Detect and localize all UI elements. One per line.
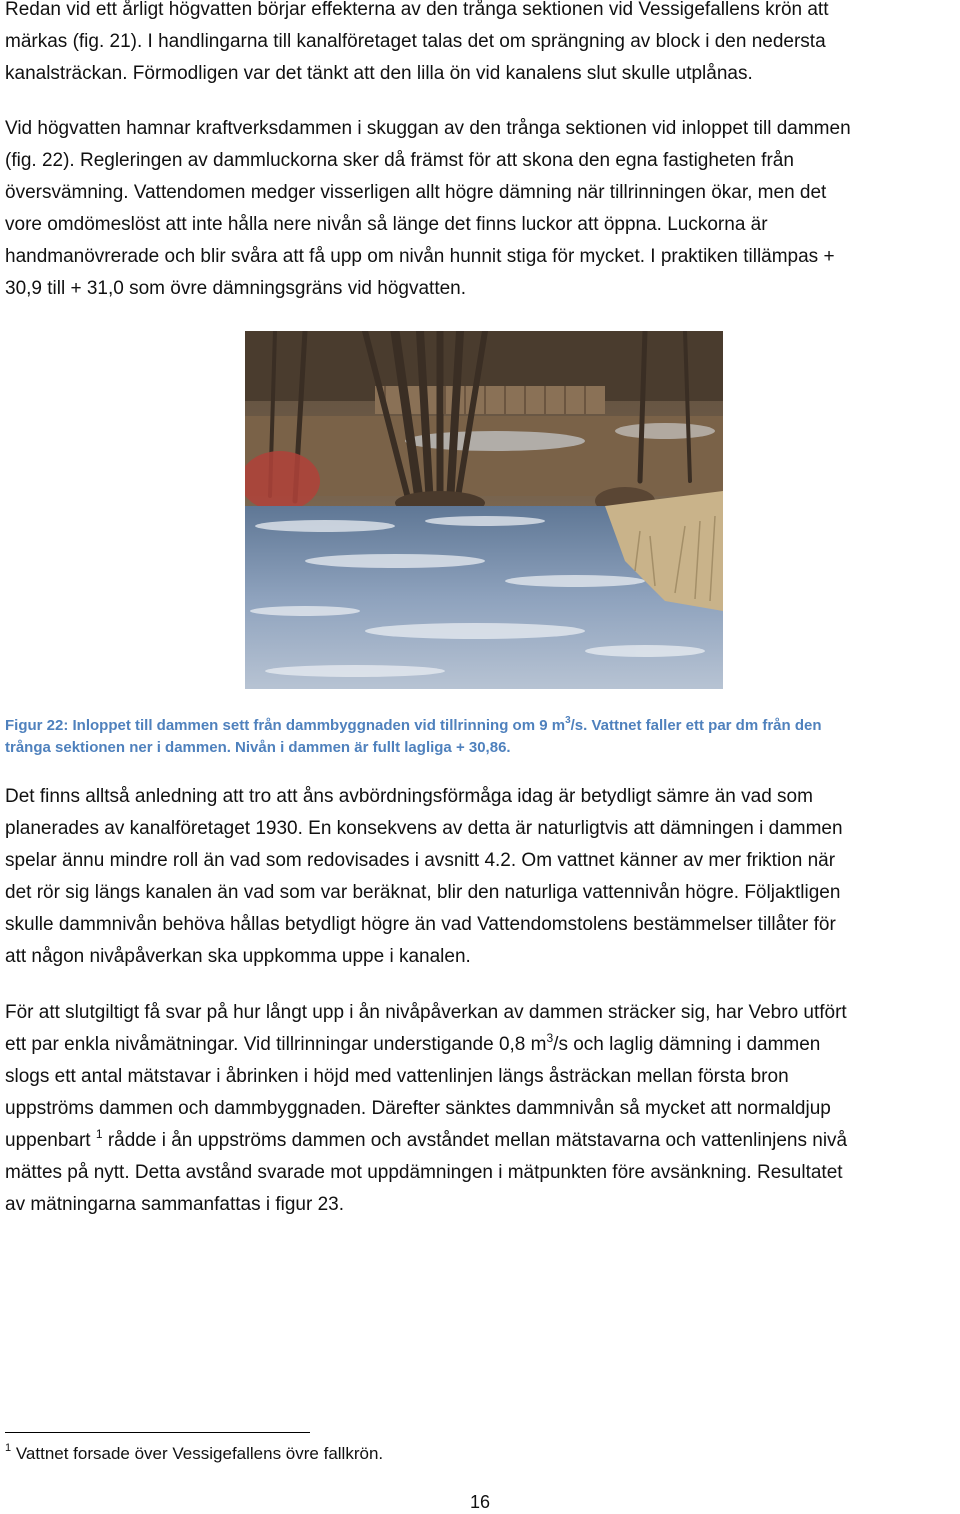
paragraph-4-line-3: slogs ett antal mätstavar i åbrinken i höjd med vattenlinjen längs åsträckan mellan första bron bbox=[5, 1066, 789, 1087]
snow-patch-right bbox=[615, 423, 715, 439]
paragraph-4-line-2-text: ett par enkla nivåmätningar. Vid tillrinningar understigande 0,8 m bbox=[5, 1034, 547, 1055]
figure-caption bbox=[5, 715, 955, 759]
paragraph-3-line-3: spelar ännu mindre roll än vad som redovisades i avsnitt 4.2. Om vattnet känner av mer friktion när bbox=[5, 850, 836, 871]
footnote-separator bbox=[5, 1432, 310, 1433]
paragraph-4-line-6: mättes på nytt. Detta avstånd svarade mot uppdämningen i mätpunkten före avsänkning. Resultatet bbox=[5, 1162, 843, 1183]
paragraph-4-line-2 bbox=[5, 1029, 955, 1061]
paragraph-2-line-5: handmanövrerade och blir svåra att få upp om nivån hunnit stiga för mycket. I praktiken tillämpas + bbox=[5, 246, 835, 267]
paragraph-3-line-2: planerades av kanalföretaget 1930. En konsekvens av detta är naturligtvis att dämningen i dammen bbox=[5, 818, 843, 839]
paragraph-2 bbox=[5, 113, 955, 305]
paragraph-4-line-5 bbox=[5, 1125, 955, 1157]
paragraph-3-line-1: Det finns alltså anledning att tro att åns avbördningsförmåga idag är betydligt sämre än vad som bbox=[5, 786, 813, 807]
paragraph-3-line-6: att någon nivåpåverkan ska uppkomma uppe i kanalen. bbox=[5, 946, 471, 967]
paragraph-4-line-5-text: uppenbart bbox=[5, 1130, 96, 1151]
paragraph-1 bbox=[5, 0, 955, 90]
footnote-reference[interactable]: 1 bbox=[95, 1127, 103, 1141]
snow-patch bbox=[405, 431, 585, 451]
paragraph-1-line-2: märkas (fig. 21). I handlingarna till kanalföretaget talas det om sprängning av block i den nedersta bbox=[5, 31, 826, 52]
paragraph-2-line-1: Vid högvatten hamnar kraftverksdammen i skuggan av den trånga sektionen vid inloppet till dammen bbox=[5, 118, 851, 139]
paragraph-3 bbox=[5, 781, 955, 973]
river-photo-illustration bbox=[245, 331, 723, 689]
caption-superscript: 3 bbox=[565, 715, 571, 726]
paragraph-2-line-2: (fig. 22). Regleringen av dammluckorna sker då främst för att skona den egna fastigheten från bbox=[5, 150, 794, 171]
cubic-superscript: 3 bbox=[546, 1031, 554, 1045]
paragraph-4-line-5-text-end: rådde i ån uppströms dammen och avståndet mellan mätstavarna och vattenlinjens nivå bbox=[102, 1130, 848, 1151]
paragraph-4 bbox=[5, 997, 955, 1221]
paragraph-1-line-3: kanalsträckan. Förmodligen var det tänkt att den lilla ön vid kanalens slut skulle utplånas. bbox=[5, 63, 753, 84]
paragraph-4-line-1: För att slutgiltigt få svar på hur långt upp i ån nivåpåverkan av dammen sträcker sig, har Vebro utfört bbox=[5, 1002, 847, 1023]
paragraph-3-line-5: skulle dammnivån behöva hållas betydligt högre än vad Vattendomstolens bestämmelser tillåter för bbox=[5, 914, 836, 935]
paragraph-1-line-1: Redan vid ett årligt högvatten börjar effekterna av den trånga sektionen vid Vessigefallens krön att bbox=[5, 0, 829, 20]
paragraph-2-line-3: översvämning. Vattendomen medger visserligen allt högre dämning när tillrinningen ökar, men det bbox=[5, 182, 827, 203]
paragraph-4-line-7: av mätningarna sammanfattas i figur 23. bbox=[5, 1194, 345, 1215]
page-number: 16 bbox=[469, 1492, 491, 1512]
figure-22-photo bbox=[245, 331, 723, 689]
caption-line-1 bbox=[5, 715, 955, 737]
paragraph-4-line-2-text-end: /s och laglig dämning i dammen bbox=[553, 1034, 821, 1055]
paragraph-2-line-4: vore omdömeslöst att inte hålla nere nivån så länge det finns luckor att öppna. Luckorna är bbox=[5, 214, 768, 235]
paragraph-2-line-6: 30,9 till + 31,0 som övre dämningsgräns vid högvatten. bbox=[5, 278, 467, 299]
footnote-marker: 1 bbox=[5, 1442, 12, 1454]
paragraph-3-line-4: det rör sig längs kanalen än vad som var beräknat, blir den naturliga vattennivån högre. Följaktligen bbox=[5, 882, 841, 903]
caption-line-2: trånga sektionen ner i dammen. Nivån i dammen är fullt lagliga + 30,86. bbox=[5, 739, 511, 756]
footnote bbox=[5, 1440, 383, 1468]
paragraph-4-line-4: uppströms dammen och dammbyggnaden. Därefter sänktes dammnivån så mycket att normaldjup bbox=[5, 1098, 831, 1119]
caption-line-1-text: Figur 22: Inloppet till dammen sett från dammbyggnaden vid tillrinning om 9 m bbox=[5, 717, 566, 734]
caption-line-1-text-end: /s. Vattnet faller ett par dm från den bbox=[570, 717, 822, 734]
footnote-text: Vattnet forsade över Vessigefallens övre fallkrön. bbox=[11, 1444, 384, 1463]
